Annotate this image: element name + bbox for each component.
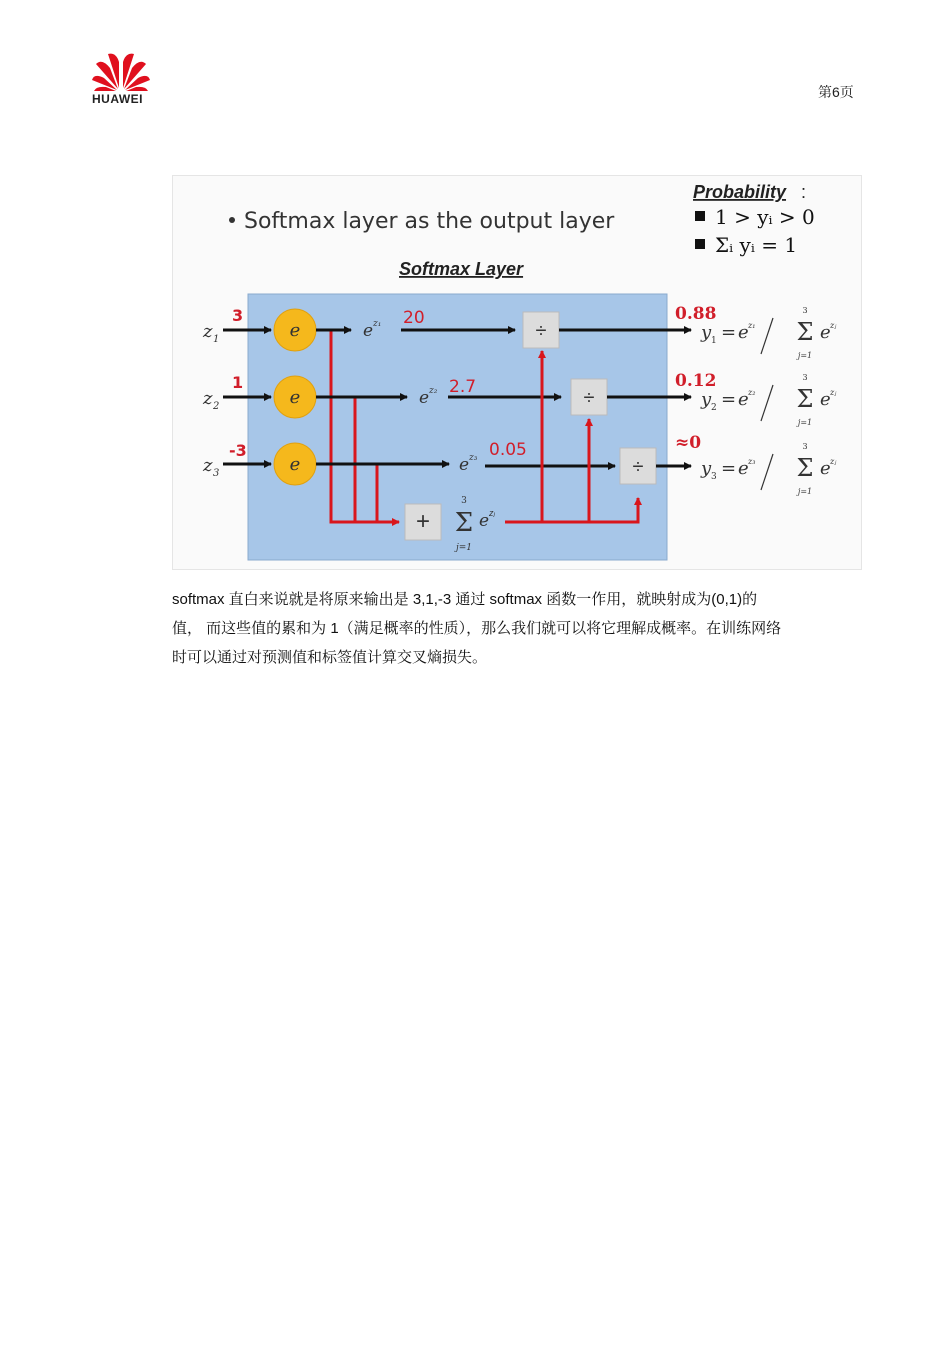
- sum-exp: e: [479, 511, 490, 531]
- softmax-diagram: [173, 176, 861, 569]
- probability-colon: :: [801, 182, 807, 202]
- body-line-1: softmax 直白来说就是将原来输出是 3,1,-3 通过 softmax 函数一作用，就映射成为(0,1)的: [172, 591, 758, 608]
- probability-title: Probability: [693, 182, 787, 202]
- bullet-text: Softmax layer as the output layer: [244, 209, 615, 234]
- svg-text:Σ: Σ: [796, 385, 814, 413]
- sum-exp-sup: zⱼ: [489, 508, 496, 518]
- divide-symbol-3: ÷: [632, 456, 644, 478]
- page-number: 第6页: [818, 84, 854, 100]
- svg-text:=: =: [721, 458, 737, 479]
- input-label-3: z: [203, 455, 213, 476]
- body-paragraph: [172, 585, 872, 672]
- svg-text:e: e: [738, 322, 749, 343]
- exp-sup-1: z₁: [373, 319, 382, 329]
- sum-top: 3: [461, 496, 467, 506]
- svg-text:zⱼ: zⱼ: [830, 388, 837, 397]
- sum-sigma: Σ: [454, 508, 474, 538]
- exp-node-label-1: e: [289, 320, 301, 341]
- divide-symbol-1: ÷: [535, 320, 547, 342]
- input-sub-2: 2: [213, 401, 220, 412]
- output-formula-3: [700, 442, 837, 496]
- plus-symbol: +: [415, 508, 431, 535]
- input-label-1: z: [203, 321, 213, 342]
- rule-square-1: [695, 211, 705, 221]
- svg-text:1: 1: [711, 336, 717, 346]
- input-sub-1: 1: [213, 334, 220, 345]
- svg-text:Σ: Σ: [796, 454, 814, 482]
- svg-text:z₁: z₁: [748, 321, 756, 330]
- softmax-figure: [172, 175, 862, 570]
- svg-text:3: 3: [711, 472, 717, 482]
- exp-node-label-2: e: [289, 387, 301, 408]
- exp-sup-3: z₃: [469, 453, 478, 463]
- svg-text:y: y: [701, 322, 712, 343]
- exp-label-1: e: [363, 321, 374, 341]
- svg-text:3: 3: [802, 373, 808, 382]
- input-value-3: -3: [229, 441, 247, 460]
- rule-square-2: [695, 239, 705, 249]
- svg-text:2: 2: [711, 403, 717, 413]
- svg-text:e: e: [738, 458, 749, 479]
- svg-text:zⱼ: zⱼ: [830, 457, 837, 466]
- divide-symbol-2: ÷: [583, 387, 595, 409]
- layer-title: Softmax Layer: [399, 259, 524, 279]
- input-label-2: z: [203, 388, 213, 409]
- prob-rule-2: Σᵢ yᵢ = 1: [715, 233, 798, 257]
- exp-sup-2: z₂: [429, 386, 438, 396]
- svg-text:3: 3: [802, 306, 808, 315]
- svg-text:3: 3: [802, 442, 808, 451]
- exp-value-2: 2.7: [449, 377, 477, 397]
- svg-text:z₃: z₃: [748, 457, 756, 466]
- prob-rule-1: 1 > yᵢ > 0: [715, 205, 815, 229]
- exp-label-2: e: [419, 388, 430, 408]
- svg-text:e: e: [820, 458, 831, 479]
- svg-text:j=1: j=1: [797, 418, 813, 427]
- body-line-3: 时可以通过对预测值和标签值计算交叉熵损失。: [172, 649, 488, 666]
- svg-text:zⱼ: zⱼ: [830, 321, 837, 330]
- sum-bottom: j=1: [455, 543, 473, 553]
- exp-label-3: e: [459, 455, 470, 475]
- svg-text:j=1: j=1: [797, 351, 813, 360]
- output-value-1: 0.88: [675, 304, 717, 324]
- input-value-1: 3: [232, 306, 244, 325]
- exp-node-label-3: e: [289, 454, 301, 475]
- output-value-3: ≈0: [675, 433, 702, 453]
- input-value-2: 1: [232, 373, 244, 392]
- input-sub-3: 3: [213, 468, 220, 479]
- svg-text:Σ: Σ: [796, 318, 814, 346]
- svg-text:y: y: [701, 389, 712, 410]
- logo-text: HUAWEI: [92, 92, 143, 106]
- exp-value-1: 20: [403, 308, 425, 328]
- svg-text:y: y: [701, 458, 712, 479]
- svg-text:j=1: j=1: [797, 487, 813, 496]
- svg-text:=: =: [721, 389, 737, 410]
- svg-text:e: e: [738, 389, 749, 410]
- bullet-dot: [229, 217, 235, 223]
- output-formula-1: [700, 306, 837, 360]
- body-line-2: 值， 而这些值的累和为 1（满足概率的性质），那么我们就可以将它理解成概率。在训练网络: [172, 620, 782, 637]
- svg-text:z₂: z₂: [748, 388, 756, 397]
- exp-value-3: 0.05: [489, 440, 527, 460]
- output-formula-2: [700, 373, 837, 427]
- svg-text:=: =: [721, 322, 737, 343]
- svg-text:e: e: [820, 389, 831, 410]
- output-value-2: 0.12: [675, 371, 717, 391]
- svg-text:e: e: [820, 322, 831, 343]
